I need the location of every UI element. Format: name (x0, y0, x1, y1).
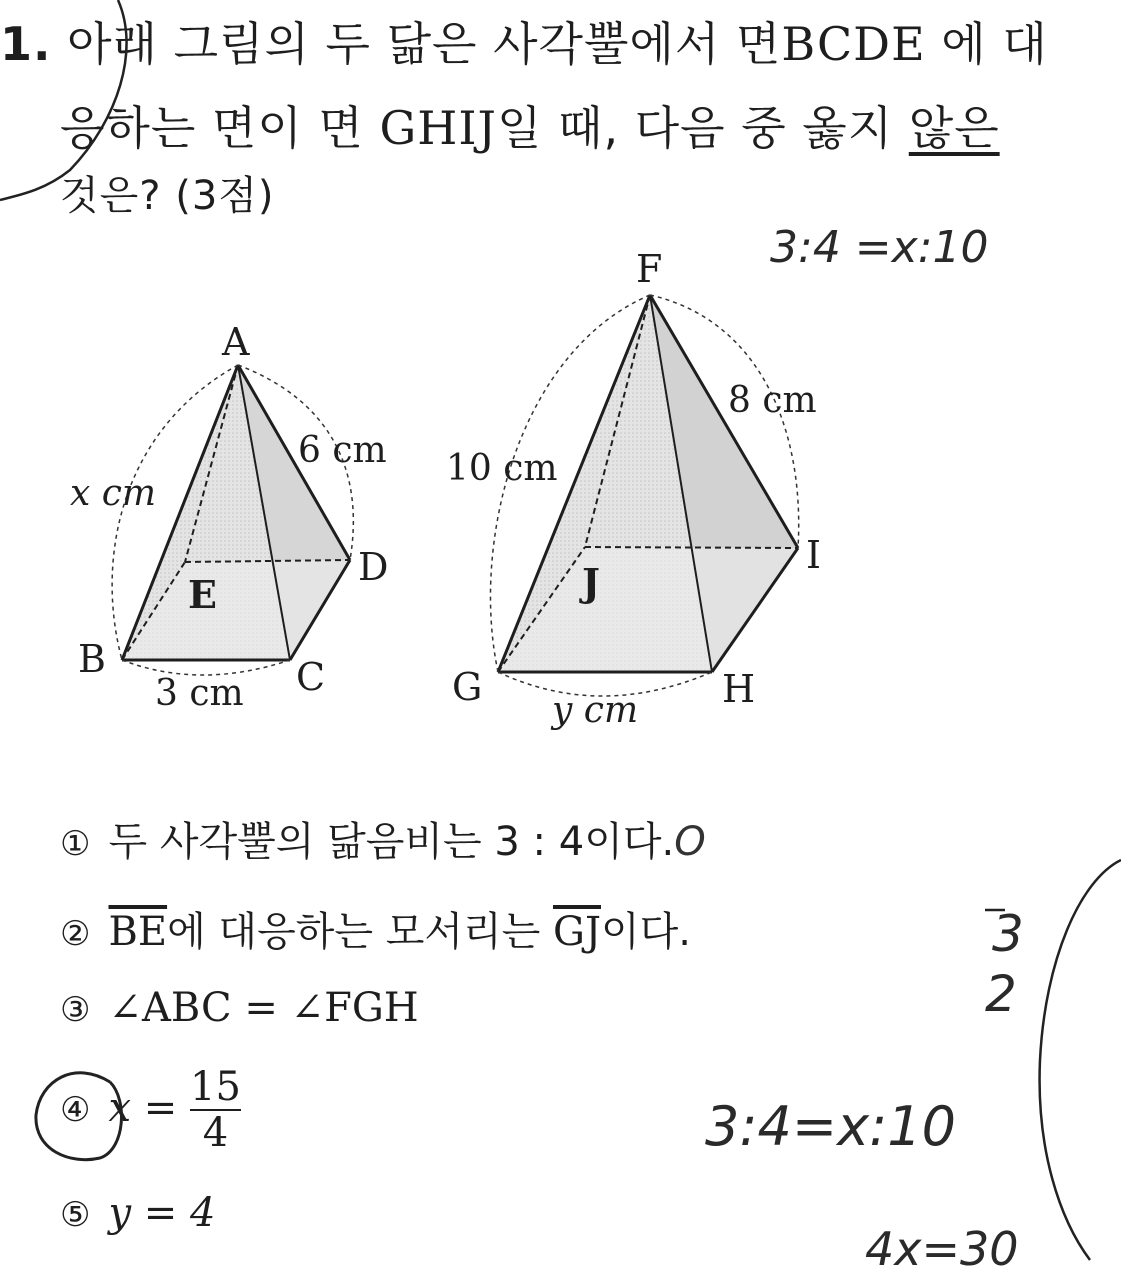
edge-label-fg: 10 cm (446, 448, 558, 489)
choice-5-number: ⑤ (60, 1195, 91, 1235)
choice-3-text: ∠ABC = ∠FGH (108, 985, 419, 1031)
label-F: F (636, 247, 663, 291)
handwriting-bottom-right: 4x=30 (865, 1222, 1019, 1276)
edge-label-x: x cm (70, 473, 157, 514)
label-A: A (222, 320, 250, 364)
handwriting-side-lower: 2 (985, 965, 1017, 1023)
label-H: H (722, 667, 756, 711)
handwriting-top-right: 3:4 =x:10 (770, 222, 989, 273)
edge-label-gh: y cm (552, 690, 639, 731)
choice-4-number: ④ (60, 1090, 91, 1130)
handwriting-mid-right: 3:4=x:10 (705, 1095, 957, 1158)
small-pyramid (70, 320, 388, 714)
choice-1-check-mark: O (674, 819, 706, 865)
label-J: J (582, 560, 600, 605)
choice-1[interactable] (60, 810, 706, 867)
edge-label-bc: 3 cm (155, 673, 244, 714)
question-text-3: 것은? (3점) (60, 173, 275, 219)
choice-5-text: y = 4 (108, 1190, 216, 1236)
choice-2-text-2: 이다. (600, 909, 691, 955)
segment-be: $\overline{BE}$ (108, 909, 168, 955)
label-I: I (806, 533, 822, 577)
large-pyramid (446, 247, 821, 731)
label-D: D (358, 545, 389, 589)
choice-4-fraction (190, 1065, 241, 1155)
choice-1-number: ① (60, 824, 91, 864)
question-text-1: 아래 그림의 두 닮은 사각뿔에서 면 (67, 17, 782, 71)
choice-3[interactable] (60, 985, 419, 1031)
fraction-denominator: 4 (190, 1109, 241, 1155)
handwriting-side-upper: 3 (992, 905, 1024, 963)
question-text-2-mid: 일 때, 다음 중 옳지 (496, 101, 909, 155)
choice-5[interactable] (60, 1190, 215, 1236)
choice-1-text: 두 사각뿔의 닮음비는 3 : 4이다. (108, 819, 675, 865)
choice-2[interactable] (60, 900, 691, 957)
edge-label-ad: 6 cm (298, 430, 387, 471)
emphasis-not: 않은 (908, 101, 1000, 155)
label-G: G (452, 665, 483, 709)
fraction-numerator: 15 (190, 1064, 241, 1110)
choice-3-number: ③ (60, 990, 91, 1030)
choice-4-lhs: x = (108, 1085, 178, 1131)
choice-2-number: ② (60, 914, 91, 954)
label-C: C (296, 655, 326, 699)
question-number: 1. (0, 17, 52, 71)
segment-gj: $\overline{GJ}$ (552, 909, 601, 955)
choice-4[interactable] (60, 1065, 241, 1155)
choice-2-text-1: 에 대응하는 모서리는 (167, 909, 553, 955)
edge-label-fi: 8 cm (728, 380, 817, 421)
label-B: B (78, 637, 106, 681)
label-E: E (188, 572, 217, 617)
face-ghij: GHIJ (379, 101, 497, 155)
question-text-2: 응하는 면이 면 (60, 101, 380, 155)
question-text-1-tail: 에 대 (925, 17, 1048, 71)
face-bcde: BCDE (781, 17, 926, 71)
